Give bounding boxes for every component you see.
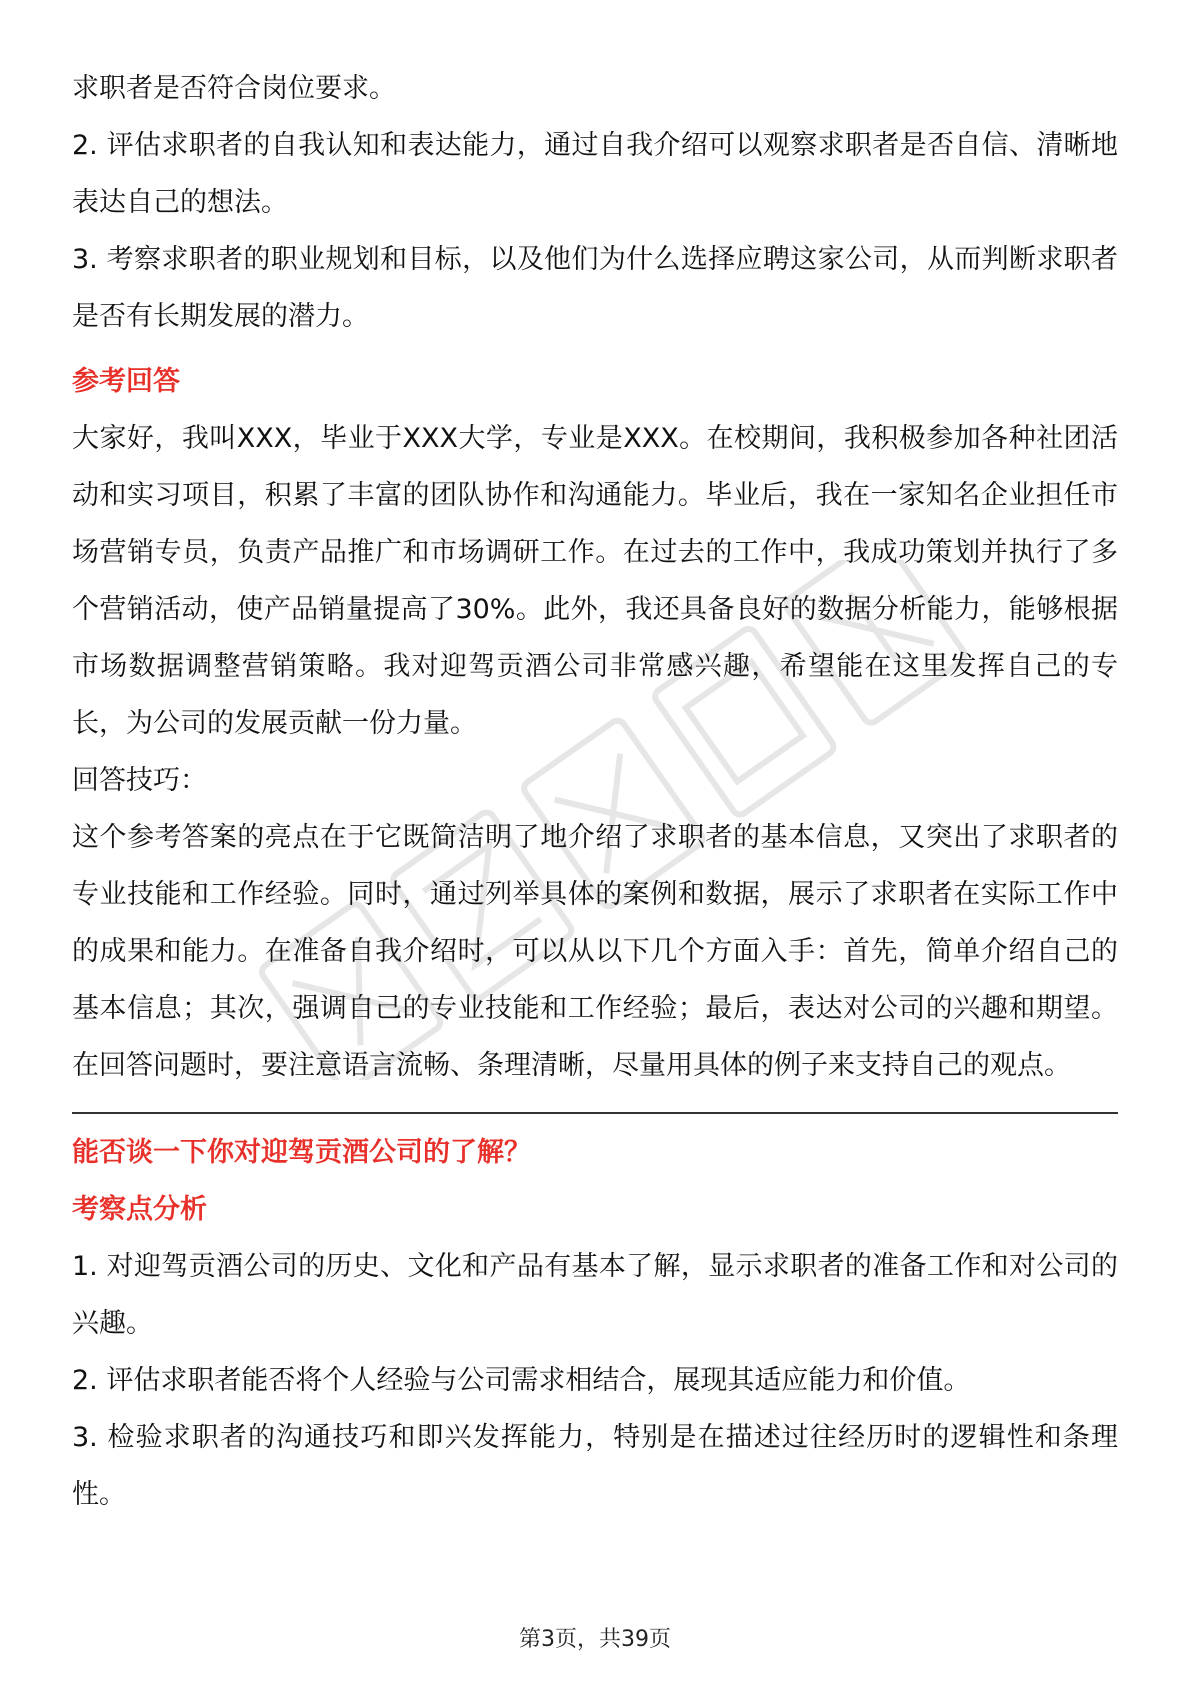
answer-tips-text: 这个参考答案的亮点在于它既简洁明了地介绍了求职者的基本信息，又突出了求职者的专业技能和工作经验。同时，通过列举具体的案例和数据，展示了求职者在实际工作中的成果和能力。在准备自我介绍时，可以从以下几个方面入手：首先，简单介绍自己的基本信息；其次，强调自己的专业技能和工作经验；最后，表达对公司的兴趣和期望。在回答问题时，要注意语言流畅、条理清晰，尽量用具体的例子来支持自己的观点。 bbox=[72, 822, 1118, 1081]
document-page bbox=[72, 60, 1118, 1523]
section-divider bbox=[72, 1112, 1118, 1114]
intro-point-2: 2. 评估求职者的自我认知和表达能力，通过自我介绍可以观察求职者是否自信、清晰地表达自己的想法。 bbox=[72, 130, 1118, 218]
page-number-footer: 第3页，共39页 bbox=[519, 1627, 671, 1652]
analysis-heading: 考察点分析 bbox=[72, 1194, 207, 1225]
analysis-point-3: 3. 检验求职者的沟通技巧和即兴发挥能力，特别是在描述过往经历时的逻辑性和条理性。 bbox=[72, 1422, 1118, 1510]
reference-answer-heading: 参考回答 bbox=[72, 366, 180, 397]
question-title: 能否谈一下你对迎驾贡酒公司的了解？ bbox=[72, 1137, 531, 1168]
intro-line: 求职者是否符合岗位要求。 bbox=[72, 73, 396, 104]
reference-answer-text: 大家好，我叫XXX，毕业于XXX大学，专业是XXX。在校期间，我积极参加各种社团活动和实习项目，积累了丰富的团队协作和沟通能力。毕业后，我在一家知名企业担任市场营销专员，负责产品推广和市场调研工作。在过去的工作中，我成功策划并执行了多个营销活动，使产品销量提高了30%。此外，我还具备良好的数据分析能力，能够根据市场数据调整营销策略。我对迎驾贡酒公司非常感兴趣，希望能在这里发挥自己的专长，为公司的发展贡献一份力量。 bbox=[72, 423, 1118, 739]
analysis-point-1: 1. 对迎驾贡酒公司的历史、文化和产品有基本了解，显示求职者的准备工作和对公司的兴趣。 bbox=[72, 1251, 1118, 1339]
answer-tips-label: 回答技巧： bbox=[72, 765, 207, 796]
analysis-point-2: 2. 评估求职者能否将个人经验与公司需求相结合，展现其适应能力和价值。 bbox=[72, 1365, 971, 1396]
intro-point-3: 3. 考察求职者的职业规划和目标，以及他们为什么选择应聘这家公司，从而判断求职者是否有长期发展的潜力。 bbox=[72, 244, 1118, 332]
